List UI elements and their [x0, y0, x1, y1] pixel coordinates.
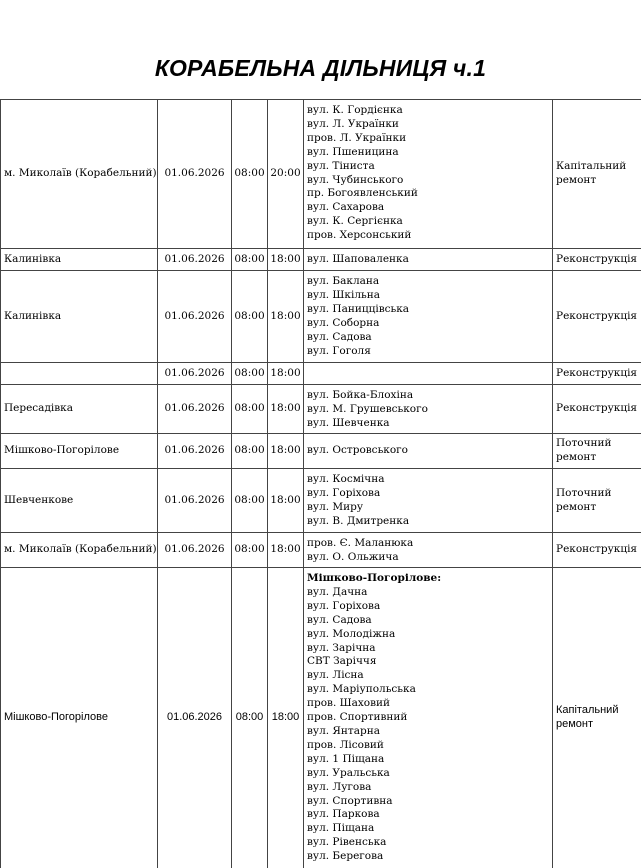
street-item: вул. Паркова [307, 808, 549, 822]
street-item: пров. Херсонський [307, 229, 549, 243]
street-item: вул. О. Ольжича [307, 551, 549, 565]
street-item: вул. Гоголя [307, 345, 549, 359]
settlement-cell: Мішково-Погорілове [1, 568, 158, 868]
table-row [1, 385, 641, 434]
start-time-cell: 08:00 [232, 249, 268, 271]
street-item: вул. К. Гордієнка [307, 104, 549, 118]
street-item: вул. Шаповаленка [307, 253, 549, 267]
street-item: вул. Зарічна [307, 642, 549, 656]
street-item: вул. Дачна [307, 586, 549, 600]
street-item: СВТ Заріччя [307, 655, 549, 669]
date-cell: 01.06.2026 [158, 249, 232, 271]
street-item: вул. Шевченка [307, 417, 549, 431]
street-item: вул. Пшеницина [307, 146, 549, 160]
outage-schedule-table [0, 99, 641, 868]
end-time-cell: 18:00 [268, 363, 304, 385]
streets-cell [304, 469, 553, 533]
start-time-cell: 08:00 [232, 434, 268, 469]
streets-cell [304, 434, 553, 469]
street-item: вул. Горіхова [307, 600, 549, 614]
work-type-cell: Поточний ремонт [553, 434, 641, 469]
street-item: вул. Миру [307, 501, 549, 515]
street-item: пр. Богоявленський [307, 187, 549, 201]
streets-cell [304, 533, 553, 568]
street-item: вул. Рівенська [307, 836, 549, 850]
table-row [1, 568, 641, 868]
streets-cell [304, 249, 553, 271]
street-item: пров. Л. Українки [307, 132, 549, 146]
end-time-cell: 18:00 [268, 434, 304, 469]
work-type-cell: Реконструкція [553, 385, 641, 434]
end-time-cell: 20:00 [268, 100, 304, 249]
street-item: вул. Островського [307, 444, 549, 458]
end-time-cell: 18:00 [268, 533, 304, 568]
street-item: вул. Уральська [307, 767, 549, 781]
start-time-cell: 08:00 [232, 363, 268, 385]
street-item: вул. Тіниста [307, 160, 549, 174]
street-item: вул. Спортивна [307, 795, 549, 809]
work-type-cell: Реконструкція [553, 271, 641, 363]
date-cell: 01.06.2026 [158, 271, 232, 363]
table-row [1, 469, 641, 533]
street-item: пров. Лісовий [307, 739, 549, 753]
settlement-cell: Шевченкове [1, 469, 158, 533]
street-item: вул. Садова [307, 331, 549, 345]
street-item: вул. Л. Українки [307, 118, 549, 132]
date-cell: 01.06.2026 [158, 363, 232, 385]
street-item: вул. Соборна [307, 317, 549, 331]
street-item: вул. Лісна [307, 669, 549, 683]
street-item: вул. К. Сергієнка [307, 215, 549, 229]
street-item: вул. Чубинського [307, 174, 549, 188]
work-type-cell: Реконструкція [553, 533, 641, 568]
street-item: вул. Янтарна [307, 725, 549, 739]
table-row [1, 363, 641, 385]
end-time-cell: 18:00 [268, 271, 304, 363]
street-item: вул. 1 Піщана [307, 753, 549, 767]
date-cell: 01.06.2026 [158, 469, 232, 533]
streets-cell [304, 363, 553, 385]
date-cell: 01.06.2026 [158, 434, 232, 469]
streets-cell [304, 568, 553, 868]
street-item: вул. Піщана [307, 822, 549, 836]
page-title: КОРАБЕЛЬНА ДІЛЬНИЦЯ ч.1 [0, 55, 641, 82]
date-cell: 01.06.2026 [158, 385, 232, 434]
date-cell: 01.06.2026 [158, 100, 232, 249]
settlement-cell: Калинівка [1, 271, 158, 363]
street-item: пров. Є. Маланюка [307, 537, 549, 551]
street-item: вул. М. Грушевського [307, 403, 549, 417]
settlement-cell: м. Миколаїв (Корабельний) [1, 100, 158, 249]
end-time-cell: 18:00 [268, 385, 304, 434]
date-cell: 01.06.2026 [158, 533, 232, 568]
table-row [1, 249, 641, 271]
settlement-cell: Пересадівка [1, 385, 158, 434]
street-item: вул. Паниццівська [307, 303, 549, 317]
street-item: вул. Космічна [307, 473, 549, 487]
settlement-cell: м. Миколаїв (Корабельний) [1, 533, 158, 568]
street-item: вул. Сахарова [307, 201, 549, 215]
work-type-cell: Реконструкція [553, 249, 641, 271]
street-item: вул. Берегова [307, 850, 549, 864]
end-time-cell: 18:00 [268, 249, 304, 271]
start-time-cell: 08:00 [232, 100, 268, 249]
start-time-cell: 08:00 [232, 533, 268, 568]
settlement-cell [1, 363, 158, 385]
table-row [1, 100, 641, 249]
street-item: вул. Баклана [307, 275, 549, 289]
table-row [1, 533, 641, 568]
street-item: вул. Бойка-Блохіна [307, 389, 549, 403]
street-item: пров. Шаховий [307, 697, 549, 711]
start-time-cell: 08:00 [232, 469, 268, 533]
start-time-cell: 08:00 [232, 568, 268, 868]
street-item: вул. Молодіжна [307, 628, 549, 642]
work-type-cell: Реконструкція [553, 363, 641, 385]
work-type-cell: Поточний ремонт [553, 469, 641, 533]
date-cell: 01.06.2026 [158, 568, 232, 868]
end-time-cell: 18:00 [268, 568, 304, 868]
settlement-cell: Мішково-Погорілове [1, 434, 158, 469]
settlement-cell: Калинівка [1, 249, 158, 271]
end-time-cell: 18:00 [268, 469, 304, 533]
street-item: вул. Садова [307, 614, 549, 628]
street-item: пров. Спортивний [307, 711, 549, 725]
start-time-cell: 08:00 [232, 271, 268, 363]
table-row [1, 434, 641, 469]
work-type-cell: Капітальний ремонт [553, 568, 641, 868]
street-item: вул. В. Дмитренка [307, 515, 549, 529]
table-row [1, 271, 641, 363]
street-item: вул. Горіхова [307, 487, 549, 501]
streets-cell [304, 100, 553, 249]
street-item: вул. Лугова [307, 781, 549, 795]
street-item: вул. Шкільна [307, 289, 549, 303]
streets-cell [304, 271, 553, 363]
streets-heading: Мішково-Погорілове: [307, 572, 549, 586]
streets-cell [304, 385, 553, 434]
start-time-cell: 08:00 [232, 385, 268, 434]
work-type-cell: Капітальний ремонт [553, 100, 641, 249]
street-item: вул. Маріупольська [307, 683, 549, 697]
